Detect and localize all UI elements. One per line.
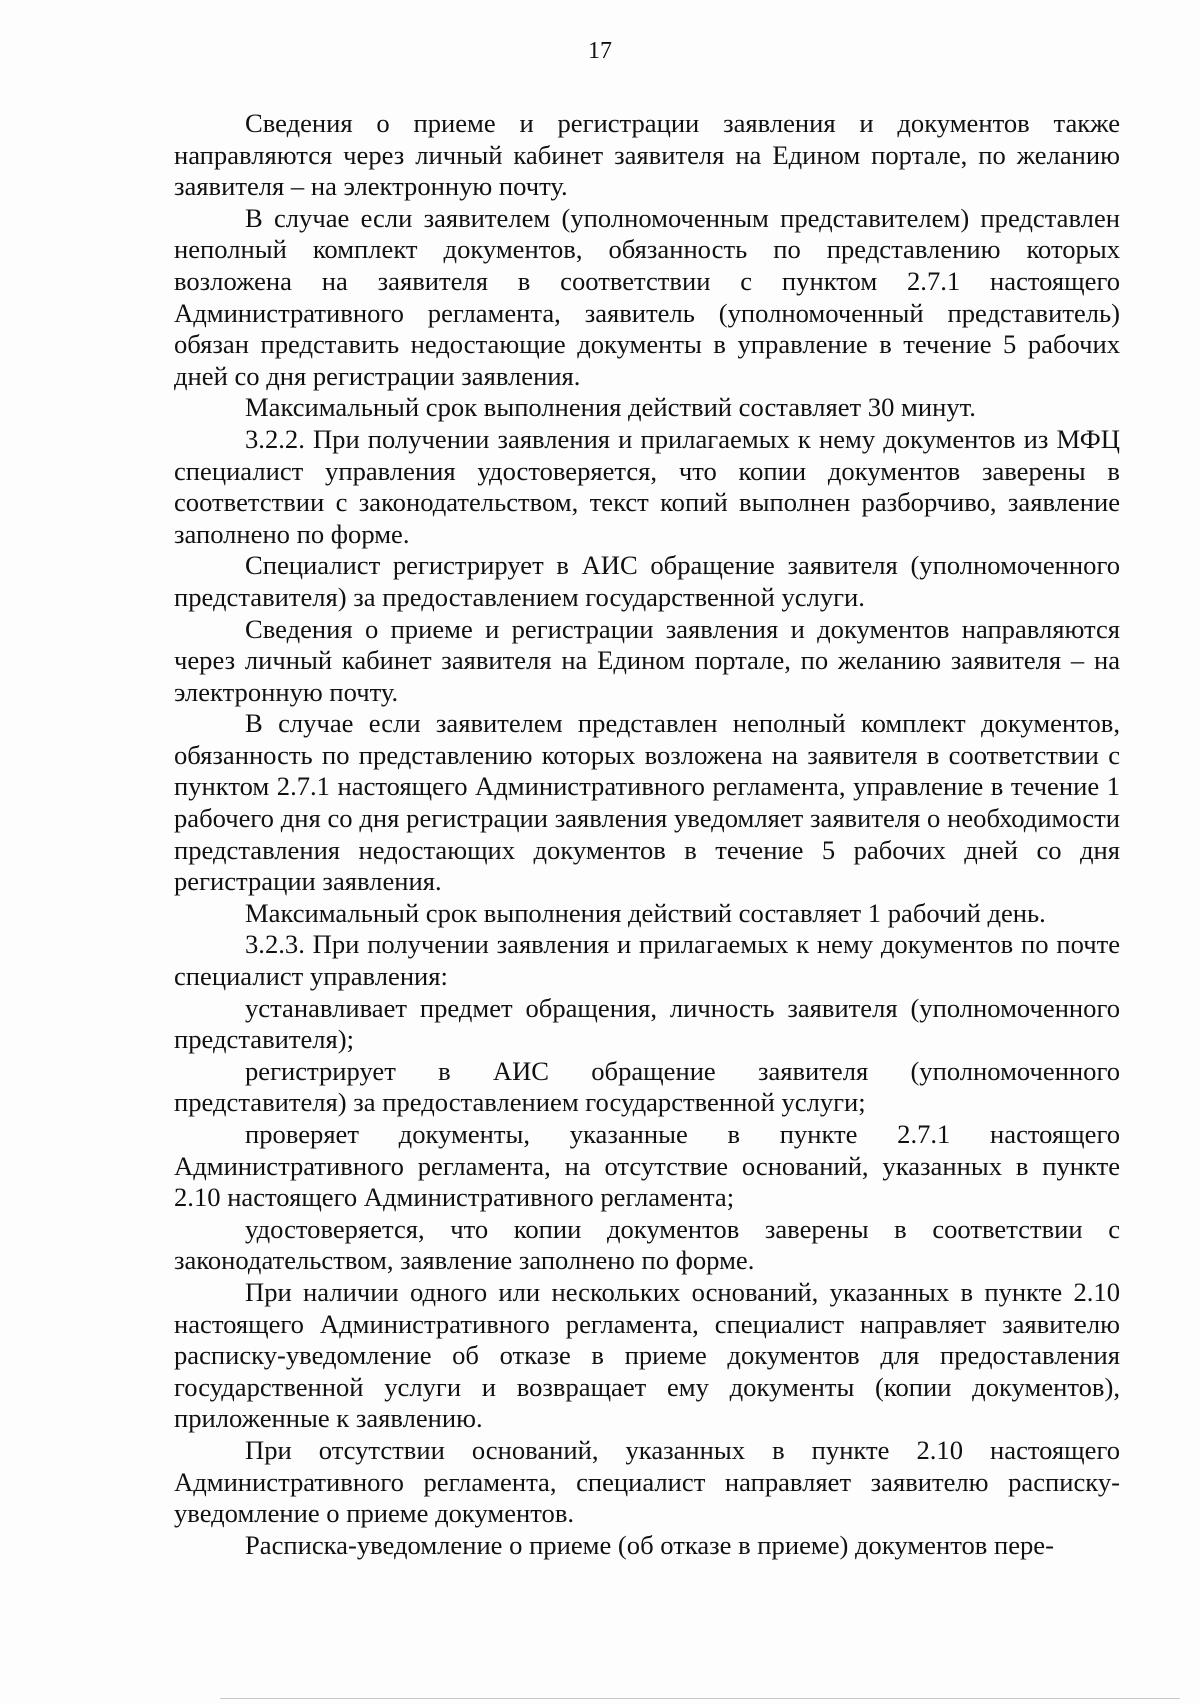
- paragraph: При отсутствии оснований, указанных в пункте 2.10 настоящего Административного регламента, специалист направляет заявителю расписку-уведомление о приеме документов.: [174, 1434, 1120, 1529]
- paragraph: Максимальный срок выполнения действий составляет 30 минут.: [245, 392, 976, 423]
- paragraph: Максимальный срок выполнения действий составляет 1 рабочий день.: [245, 897, 1046, 928]
- paragraph: устанавливает предмет обращения, личность заявителя (уполномоченного представителя);: [174, 992, 1120, 1055]
- document-body: [174, 108, 1120, 1561]
- paragraph: В случае если заявителем (уполномоченным представителем) представлен неполный комплект документов, обязанность по представлению которых возложена на заявителя в соответствии с пунктом 2.7.1 настоящего Административного регламента, заявитель (уполномоченный представитель) обязан представить недостающие документы в управление в течение 5 рабочих дней со дня регистрации заявления.: [174, 202, 1120, 391]
- paragraph: регистрирует в АИС обращение заявителя (уполномоченного представителя) за предоставлением государственной услуги;: [174, 1055, 1120, 1118]
- paragraph: 3.2.3. При получении заявления и прилагаемых к нему документов по почте специалист управления:: [174, 929, 1120, 992]
- paragraph: проверяет документы, указанные в пункте 2.7.1 настоящего Административного регламента, на отсутствие оснований, указанных в пункте 2.10 настоящего Административного регламента;: [174, 1119, 1120, 1213]
- page-number: 17: [588, 38, 612, 64]
- paragraph: Расписка-уведомление о приеме (об отказе в приеме) документов пере-: [245, 1529, 1054, 1560]
- paragraph: 3.2.2. При получении заявления и прилагаемых к нему документов из МФЦ специалист управления удостоверяется, что копии документов заверены в соответствии с законодательством, текст копий выполнен разборчиво, заявление заполнено по форме.: [174, 423, 1120, 549]
- paragraph: Сведения о приеме и регистрации заявления и документов направляются через личный кабинет заявителя на Едином портале, по желанию заявителя – на электронную почту.: [174, 613, 1120, 707]
- paragraph: Сведения о приеме и регистрации заявления и документов также направляются через личный кабинет заявителя на Едином портале, по желанию заявителя – на электронную почту.: [174, 108, 1120, 202]
- paragraph: При наличии одного или нескольких оснований, указанных в пункте 2.10 настоящего Административного регламента, специалист направляет заявителю расписку-уведомление об отказе в приеме документов для предоставления государственной услуги и возвращает ему документы (копии документов), приложенные к заявлению.: [174, 1276, 1120, 1434]
- scan-edge-line: [220, 1698, 1180, 1699]
- paragraph: В случае если заявителем представлен неполный комплект документов, обязанность по представлению которых возложена на заявителя в соответствии с пунктом 2.7.1 настоящего Административного регламента, управление в течение 1 рабочего дня со дня регистрации заявления уведомляет заявителя о необходимости представления недостающих документов в течение 5 рабочих дней со дня регистрации заявления.: [174, 708, 1120, 897]
- paragraph: Специалист регистрирует в АИС обращение заявителя (уполномоченного представителя) за предоставлением государственной услуги.: [174, 550, 1120, 612]
- paragraph: удостоверяется, что копии документов заверены в соответствии с законодательством, заявление заполнено по форме.: [174, 1213, 1120, 1276]
